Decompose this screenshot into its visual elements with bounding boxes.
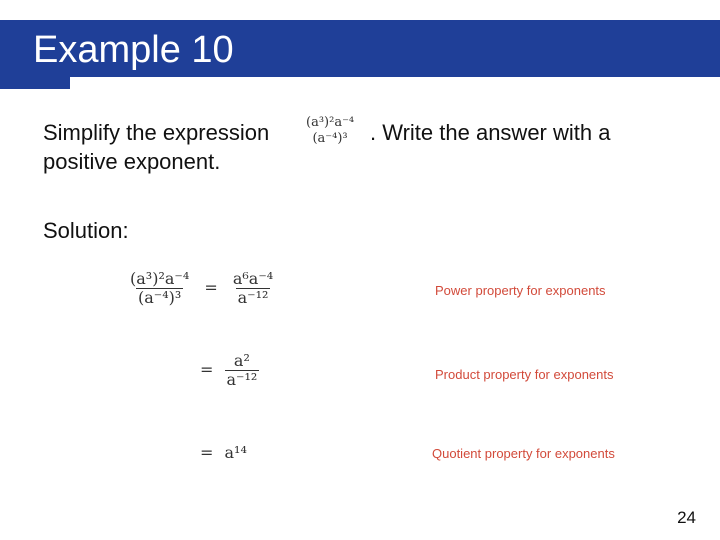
expression-numerator: (a³)²a⁻⁴ xyxy=(306,115,355,130)
slide-number: 24 xyxy=(677,508,696,527)
slide-title: Example 10 xyxy=(33,29,234,71)
step-2-numerator: a² xyxy=(233,351,250,370)
prompt-text-line2: positive exponent. xyxy=(43,149,221,174)
step-1-lhs-numerator: (a³)²a⁻⁴ xyxy=(130,269,190,288)
step-2-denominator: a⁻¹² xyxy=(226,370,258,390)
step-2-equation xyxy=(200,352,259,390)
step-1-rhs-denominator: a⁻¹² xyxy=(237,288,269,308)
step-1-lhs-denominator: (a⁻⁴)³ xyxy=(137,288,182,308)
step-2-equals: = xyxy=(200,360,214,380)
prompt-text-start: Simplify the expression xyxy=(43,120,270,145)
expression-fraction xyxy=(304,116,356,147)
title-bar-accent xyxy=(0,77,70,89)
step-2-rule: Product property for exponents xyxy=(435,367,614,382)
expression-denominator: (a⁻⁴)³ xyxy=(312,130,348,146)
step-3-equation xyxy=(200,443,247,462)
step-1-rhs-numerator: a⁶a⁻⁴ xyxy=(232,269,274,288)
prompt-text-end: . Write the answer with a xyxy=(370,120,611,145)
step-1-rule: Power property for exponents xyxy=(435,283,606,298)
step-1-equals: = xyxy=(204,278,218,298)
solution-label: Solution: xyxy=(43,218,129,243)
step-3-result: a¹⁴ xyxy=(224,443,247,462)
step-1-equation xyxy=(128,270,275,308)
step-3-rule: Quotient property for exponents xyxy=(432,446,615,461)
step-3-equals: = xyxy=(200,443,214,462)
